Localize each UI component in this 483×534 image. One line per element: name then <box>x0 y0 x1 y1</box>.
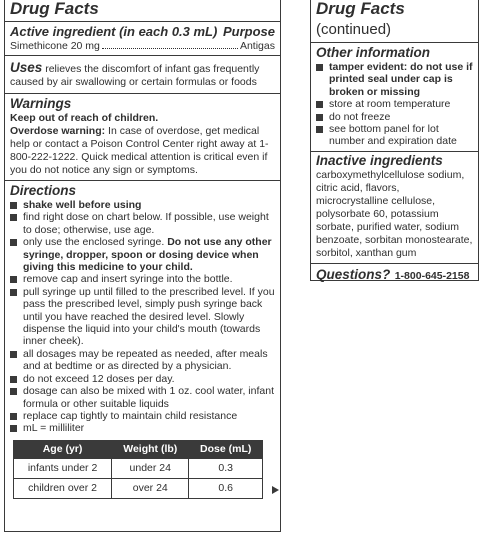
direction-text: only use the enclosed syringe. <box>23 236 165 249</box>
purpose: Antigas <box>239 40 275 52</box>
other-info-item: see bottom panel for lot number and expiration date <box>316 123 473 148</box>
purpose-heading: Purpose <box>222 24 275 39</box>
dose-table-header <box>14 440 263 458</box>
other-info-item: store at room temperature <box>316 98 473 110</box>
drug-facts-panel <box>4 0 281 532</box>
drug-facts-continued-panel <box>310 0 479 281</box>
direction-item: shake well before using <box>10 199 275 211</box>
continued-title-main: Drug Facts <box>316 0 405 18</box>
direction-item: mL = milliliter <box>10 422 275 434</box>
direction-item: all dosages may be repeated as needed, after meals and at bedtime or as directed by a physician. <box>10 348 275 373</box>
questions-section <box>311 264 478 287</box>
direction-item: replace cap tightly to maintain child resistance <box>10 410 275 422</box>
overdose-text: In case of overdose, get medical help or contact a Poison Control Center right away at 1-800-222-1222. Quick medical attention is critical even if you do not notice any sign or symptoms. <box>10 125 269 176</box>
table-cell: 0.6 <box>189 478 263 498</box>
table-cell: 0.3 <box>189 458 263 478</box>
direction-item <box>10 236 275 273</box>
keep-out-of-reach: Keep out of reach of children. <box>10 112 159 124</box>
table-header-dose: Dose (mL) <box>189 440 263 458</box>
other-information-section <box>311 43 478 152</box>
direction-item: do not exceed 12 doses per day. <box>10 373 275 385</box>
dose-table <box>13 440 263 499</box>
other-information-list <box>316 61 473 148</box>
active-ingredient-section <box>5 22 280 56</box>
active-ingredient-row <box>10 40 275 53</box>
table-header-age: Age (yr) <box>14 440 112 458</box>
overdose-label: Overdose warning: <box>10 125 106 137</box>
table-row <box>14 478 263 498</box>
inactive-ingredients-heading: Inactive ingredients <box>316 152 443 168</box>
other-info-item: tamper evident: do not use if printed seal under cap is broken or missing <box>316 61 473 98</box>
direction-item: find right dose on chart below. If possible, use weight to dose; otherwise, use age. <box>10 211 275 236</box>
directions-list <box>10 199 275 435</box>
uses-section <box>5 56 280 94</box>
active-ingredient-heading: Active ingredient (in each 0.3 mL) <box>10 24 218 39</box>
drug-facts-title-section <box>5 0 280 22</box>
continued-title-section <box>311 0 478 43</box>
uses-text: relieves the discomfort of infant gas frequently caused by air swallowing or certain formulas or foods <box>10 63 260 88</box>
other-information-heading: Other information <box>316 45 430 60</box>
warnings-section <box>5 94 280 181</box>
active-ingredient: Simethicone 20 mg <box>10 40 100 52</box>
table-cell: over 24 <box>112 478 189 498</box>
table-cell: infants under 2 <box>14 458 112 478</box>
direction-item: pull syringe up until filled to the prescribed level. If you pass the prescribed level, simply push syringe back until you have reached the desired level. Slowly dispense the liquid into your child's mouth (towards inner cheek). <box>10 286 275 348</box>
active-ingredient-header-row <box>10 24 275 40</box>
direction-item: remove cap and insert syringe into the bottle. <box>10 273 275 285</box>
table-header-weight: Weight (lb) <box>112 440 189 458</box>
other-info-item: do not freeze <box>316 111 473 123</box>
directions-heading: Directions <box>10 183 77 198</box>
continued-title-suffix: (continued) <box>316 21 392 38</box>
direction-bold-text: Do not use any other syringe, dropper, spoon or dosing device when giving this medicine to your child. <box>23 236 272 274</box>
drug-facts-title: Drug Facts <box>10 0 99 18</box>
continue-arrow-icon <box>272 486 279 494</box>
dot-leader <box>102 48 238 49</box>
directions-section <box>5 181 280 503</box>
warnings-heading: Warnings <box>10 96 72 111</box>
inactive-ingredients-section <box>311 152 478 264</box>
table-row <box>14 458 263 478</box>
inactive-ingredients-text: carboxymethylcellulose sodium, citric acid, flavors, microcrystalline cellulose, polysorbate 60, potassium sorbate, purified water, sodium benzoate, sorbitan monostearate, sorbitol, xanthan gum <box>316 168 473 259</box>
questions-phone: 1-800-645-2158 <box>394 269 470 282</box>
table-cell: under 24 <box>112 458 189 478</box>
questions-label: Questions? <box>316 266 391 282</box>
overdose-warning <box>10 125 275 177</box>
continued-title <box>316 0 473 40</box>
direction-item: dosage can also be mixed with 1 oz. cool water, infant formula or other suitable liquids <box>10 385 275 410</box>
table-cell: children over 2 <box>14 478 112 498</box>
uses-heading: Uses <box>10 60 43 75</box>
